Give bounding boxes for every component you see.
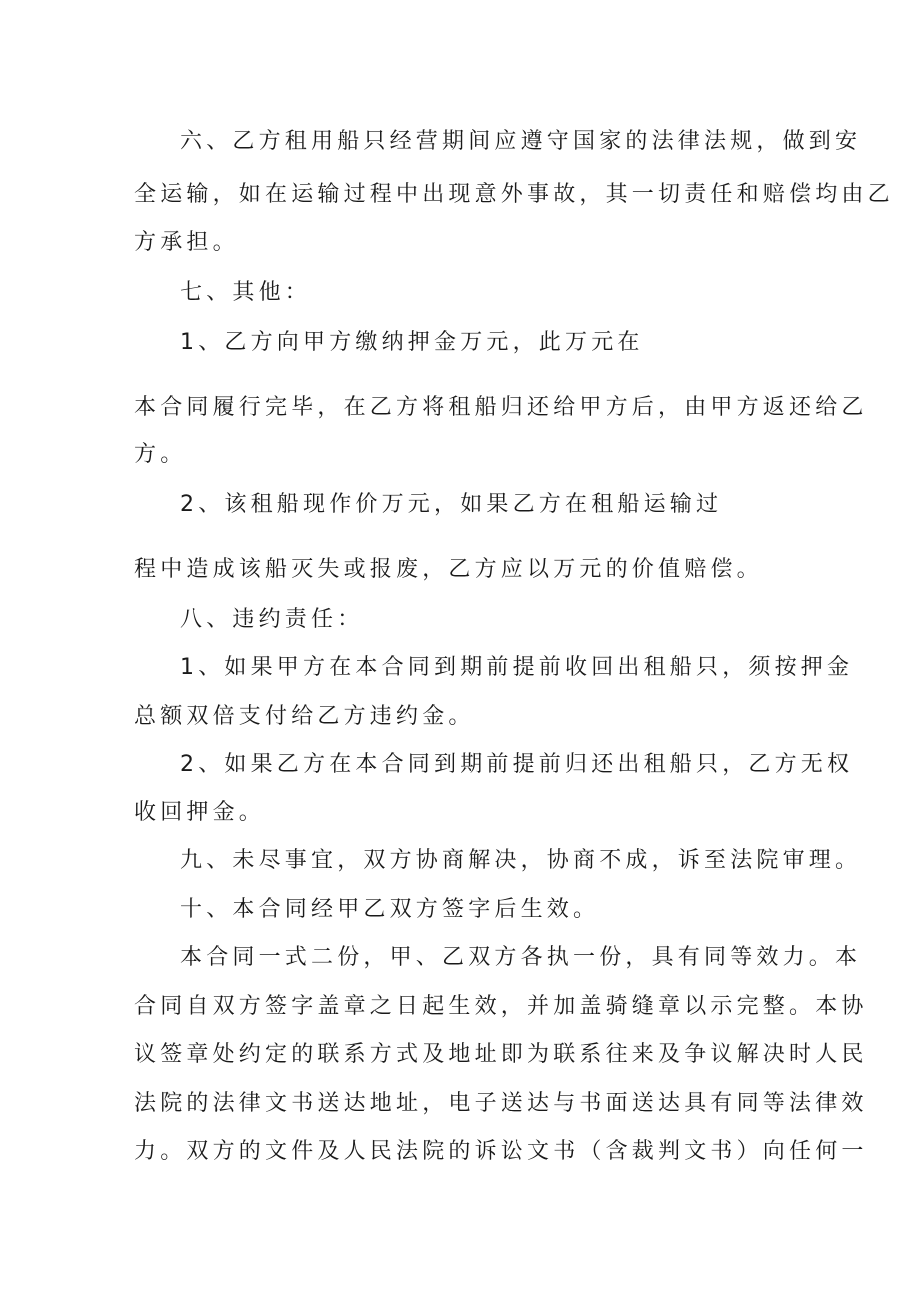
clause-7-item-1-line-3: 方。: [134, 442, 187, 467]
clause-8-item-2-line-1: 2、如果乙方在本合同到期前提前归还出租船只，乙方无权: [180, 752, 854, 777]
clause-7-item-2-line-1: 2、该租船现作价万元，如果乙方在租船运输过: [180, 492, 723, 517]
final-paragraph-line-2: 合同自双方签字盖章之日起生效，并加盖骑缝章以示完整。本协: [134, 994, 868, 1019]
clause-8-item-1-line-1: 1、如果甲方在本合同到期前提前收回出租船只，须按押金: [180, 655, 854, 680]
clause-6-line-3: 方承担。: [134, 230, 239, 255]
clause-7-item-1-line-2: 本合同履行完毕，在乙方将租船归还给甲方后，由甲方返还给乙: [134, 395, 868, 420]
clause-8-heading: 八、违约责任：: [180, 607, 364, 632]
clause-9: 九、未尽事宜，双方协商解决，协商不成，诉至法院审理。: [180, 848, 862, 873]
final-paragraph-line-3: 议签章处约定的联系方式及地址即为联系往来及争议解决时人民: [134, 1042, 868, 1067]
final-paragraph-line-4: 法院的法律文书送达地址，电子送达与书面送达具有同等法律效: [134, 1091, 868, 1116]
clause-7-heading: 七、其他：: [180, 280, 312, 305]
clause-8-item-2-line-2: 收回押金。: [134, 800, 266, 825]
clause-7-item-1-line-1: 1、乙方向甲方缴纳押金万元，此万元在: [180, 330, 644, 355]
clause-6-line-2: 全运输，如在运输过程中出现意外事故，其一切责任和赔偿均由乙: [134, 182, 894, 207]
final-paragraph-line-5: 力。双方的文件及人民法院的诉讼文书（含裁判文书）向任何一: [134, 1139, 868, 1164]
clause-10: 十、本合同经甲乙双方签字后生效。: [180, 897, 600, 922]
clause-8-item-1-line-2: 总额双倍支付给乙方违约金。: [134, 704, 475, 729]
clause-6-line-1: 六、乙方租用船只经营期间应遵守国家的法律法规，做到安: [180, 129, 862, 154]
final-paragraph-line-1: 本合同一式二份，甲、乙双方各执一份，具有同等效力。本: [180, 945, 862, 970]
clause-7-item-2-line-2: 程中造成该船灭失或报废，乙方应以万元的价值赔偿。: [134, 557, 763, 582]
